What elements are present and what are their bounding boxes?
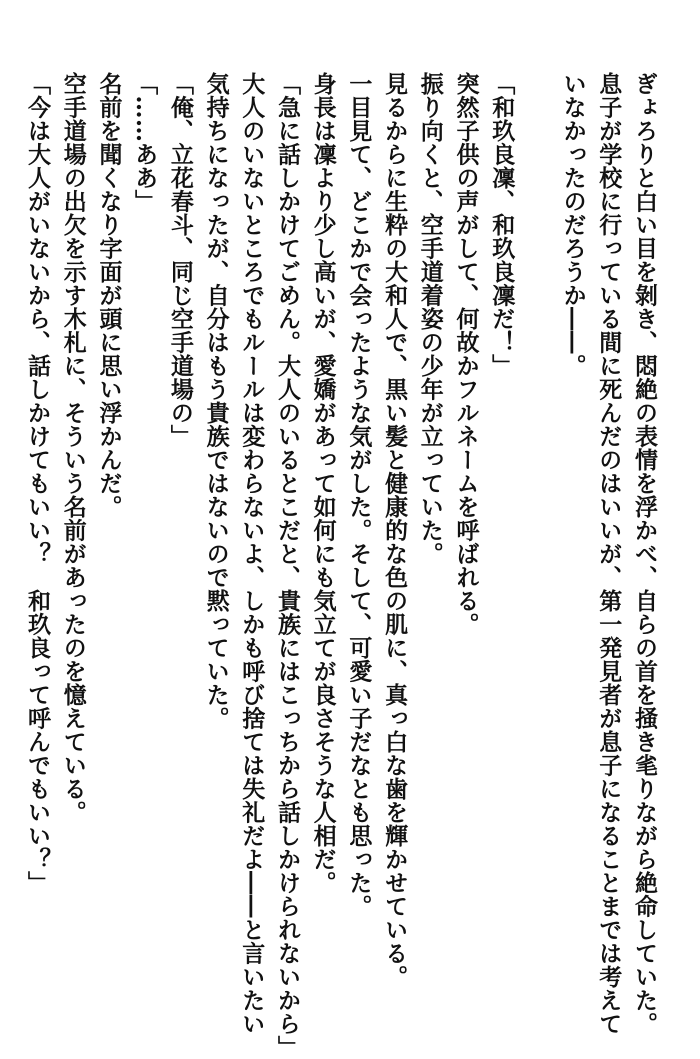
text-line: いなかったのだろうか――。: [559, 72, 587, 378]
text-line: 突然子供の声がして、何故かフルネームを呼ばれる。: [452, 72, 480, 636]
text-line: 「今は大人がいないから、話しかけてもいい？ 和玖良って呼んでもいい？」: [24, 72, 52, 895]
text-line: 「和玖良凜、和玖良凜だ！」: [488, 72, 516, 378]
text-line: 身長は凜より少し高いが、愛嬌があって如何にも気立てが良さそうな人相だ。: [309, 72, 337, 895]
text-line: 「俺、立花春斗、同じ空手道場の」: [166, 72, 194, 448]
text-line: 息子が学校に行っている間に死んだのはいいが、第一発見者が息子になることまでは考えて: [595, 72, 623, 1036]
vertical-text-body: [19, 72, 662, 1059]
blank-line: [519, 72, 555, 972]
text-line: 一目見て、どこかで会ったような気がした。そして、可愛い子だなとも思った。: [345, 72, 373, 918]
text-line: 「急に話しかけてごめん。大人のいるとこだと、貴族にはこっちから話しかけられないから」: [273, 72, 301, 1059]
text-line: 気持ちになったが、自分はもう貴族ではないので黙っていた。: [202, 72, 230, 730]
text-line: 大人のいないところでもルールは変わらないよ、しかも呼び捨ては失礼だよ――と言いたい: [238, 72, 266, 1036]
text-line: 見るからに生粋の大和人で、黒い髪と健康的な色の肌に、真っ白な歯を輝かせている。: [381, 72, 409, 989]
text-line: 空手道場の出欠を示す木札に、そういう名前があったのを憶えている。: [59, 72, 87, 824]
text-line: ぎょろりと白い目を剝き、悶絶の表情を浮かべ、自らの首を掻き毟りながら絶命していた。: [631, 72, 658, 1036]
text-line: 「……ああ」: [131, 72, 159, 213]
text-line: 振り向くと、空手道着姿の少年が立っていた。: [416, 72, 444, 566]
text-line: 名前を聞くなり字面が頭に思い浮かんだ。: [95, 72, 123, 519]
